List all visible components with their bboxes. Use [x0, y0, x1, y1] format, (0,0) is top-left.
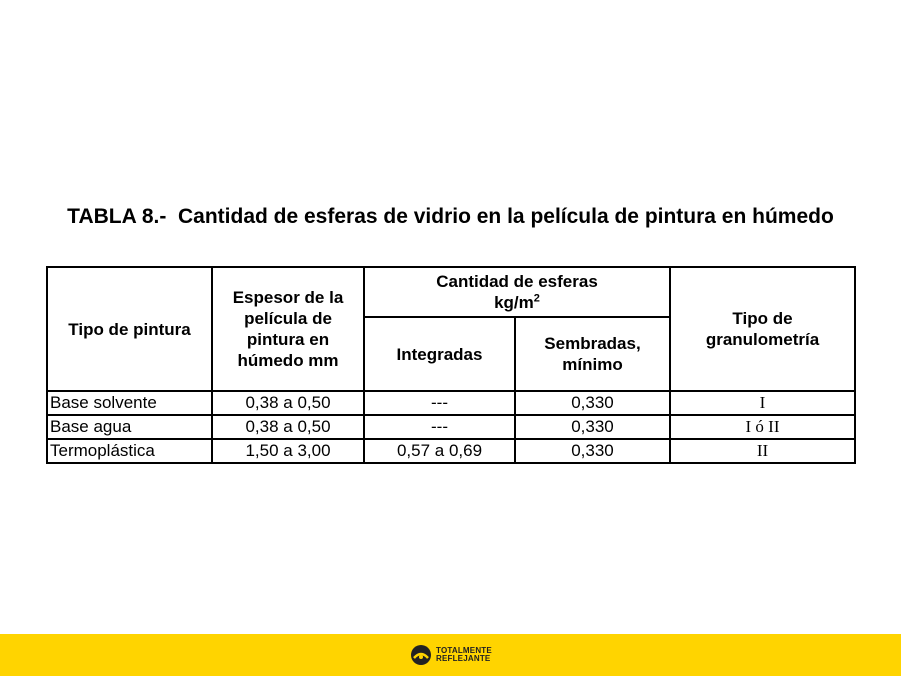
cell-tipo: Termoplástica — [47, 439, 212, 463]
cell-granulometria: I — [670, 391, 855, 415]
header-cantidad-label: Cantidad de esferas — [436, 272, 598, 291]
cell-granulometria: I ó II — [670, 415, 855, 439]
unit-base: kg/m — [494, 293, 534, 312]
cell-espesor: 0,38 a 0,50 — [212, 415, 364, 439]
cell-sembradas: 0,330 — [515, 391, 670, 415]
cell-integradas: --- — [364, 415, 515, 439]
header-integradas: Integradas — [364, 317, 515, 391]
logo-text — [436, 647, 492, 663]
cell-sembradas: 0,330 — [515, 415, 670, 439]
header-espesor — [212, 267, 364, 391]
header-espesor-text: Espesor de la película de pintura en húmedo mm — [232, 288, 344, 370]
glass-beads-table — [46, 266, 856, 464]
header-granulometria-text: Tipo de granulometría — [705, 309, 820, 349]
table-title: TABLA 8.- Cantidad de esferas de vidrio en la película de pintura en húmedo — [67, 205, 834, 228]
logo-line1: TOTALMENTE — [436, 646, 492, 655]
cell-integradas: 0,57 a 0,69 — [364, 439, 515, 463]
brand-logo — [410, 643, 492, 667]
cell-espesor: 0,38 a 0,50 — [212, 391, 364, 415]
table-row — [47, 391, 855, 415]
header-sembradas — [515, 317, 670, 391]
unit-exponent: 2 — [533, 292, 540, 305]
header-tipo-pintura: Tipo de pintura — [47, 267, 212, 391]
cell-sembradas: 0,330 — [515, 439, 670, 463]
cell-integradas: --- — [364, 391, 515, 415]
footer-bar — [0, 634, 901, 676]
logo-line2: REFLEJANTE — [436, 654, 491, 663]
cell-tipo: Base solvente — [47, 391, 212, 415]
cell-espesor: 1,50 a 3,00 — [212, 439, 364, 463]
cell-granulometria: II — [670, 439, 855, 463]
header-cantidad-esferas — [364, 267, 670, 317]
table-row — [47, 439, 855, 463]
table-row — [47, 415, 855, 439]
reflector-logo-icon — [410, 644, 432, 666]
header-sembradas-text: Sembradas, mínimo — [544, 334, 641, 374]
cell-tipo: Base agua — [47, 415, 212, 439]
header-granulometria — [670, 267, 855, 391]
header-unit — [365, 292, 669, 313]
